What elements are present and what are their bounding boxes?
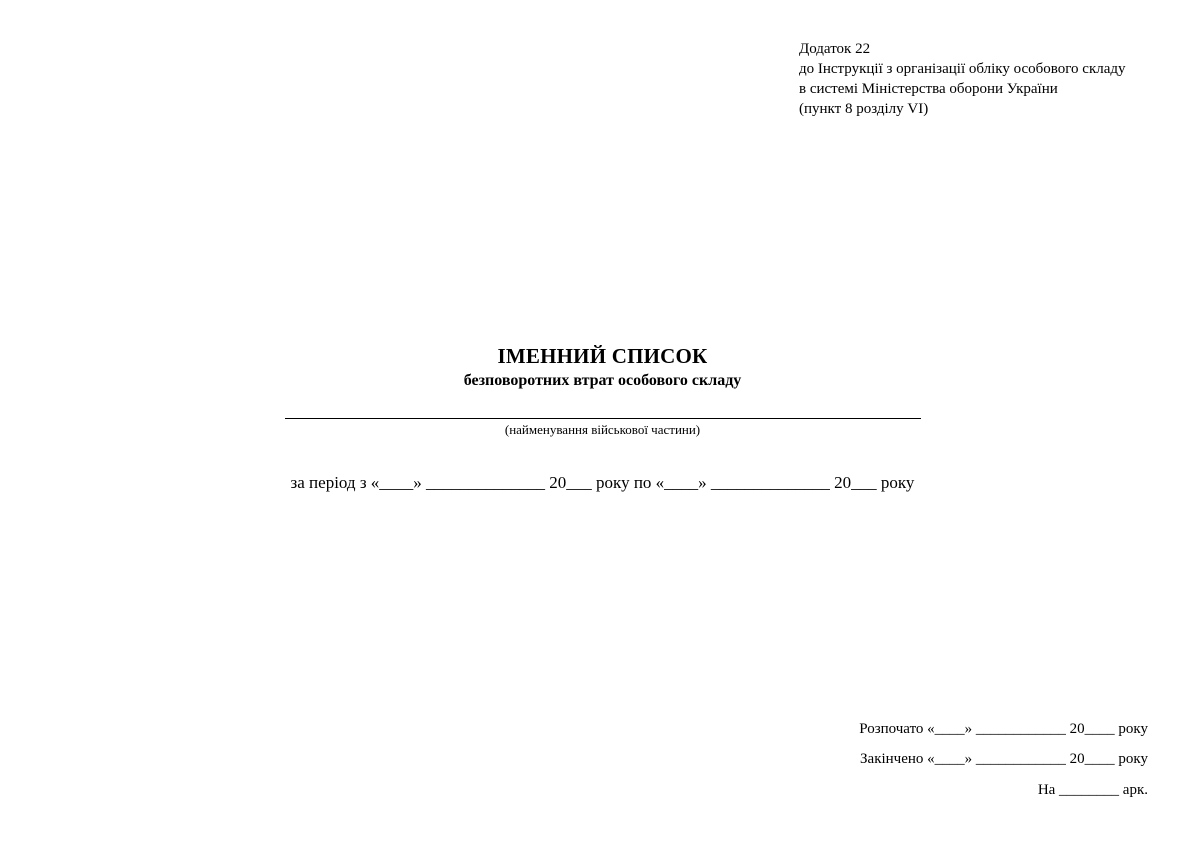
appendix-ministry: в системі Міністерства оборони України <box>799 81 1058 97</box>
document-title: ІМЕННИЙ СПИСОК <box>497 344 708 368</box>
appendix-block <box>799 39 1179 119</box>
appendix-clause: (пункт 8 розділу VI) <box>799 101 929 117</box>
unit-name-line <box>285 418 921 419</box>
started-date-line: Розпочато «____» ____________ 20____ року <box>859 721 1148 737</box>
period-line: за період з «____» ______________ 20___ року по «____» ______________ 20___ року <box>290 473 915 492</box>
appendix-number: Додаток 22 <box>799 41 871 57</box>
sheet-count-line: На ________ арк. <box>1037 782 1148 798</box>
appendix-instruction: до Інструкції з організації обліку особового складу <box>799 61 1126 77</box>
document-subtitle: безповоротних втрат особового складу <box>463 372 742 389</box>
finished-date-line: Закінчено «____» ____________ 20____ року <box>860 751 1148 767</box>
unit-name-caption: (найменування військової частини) <box>504 422 701 437</box>
